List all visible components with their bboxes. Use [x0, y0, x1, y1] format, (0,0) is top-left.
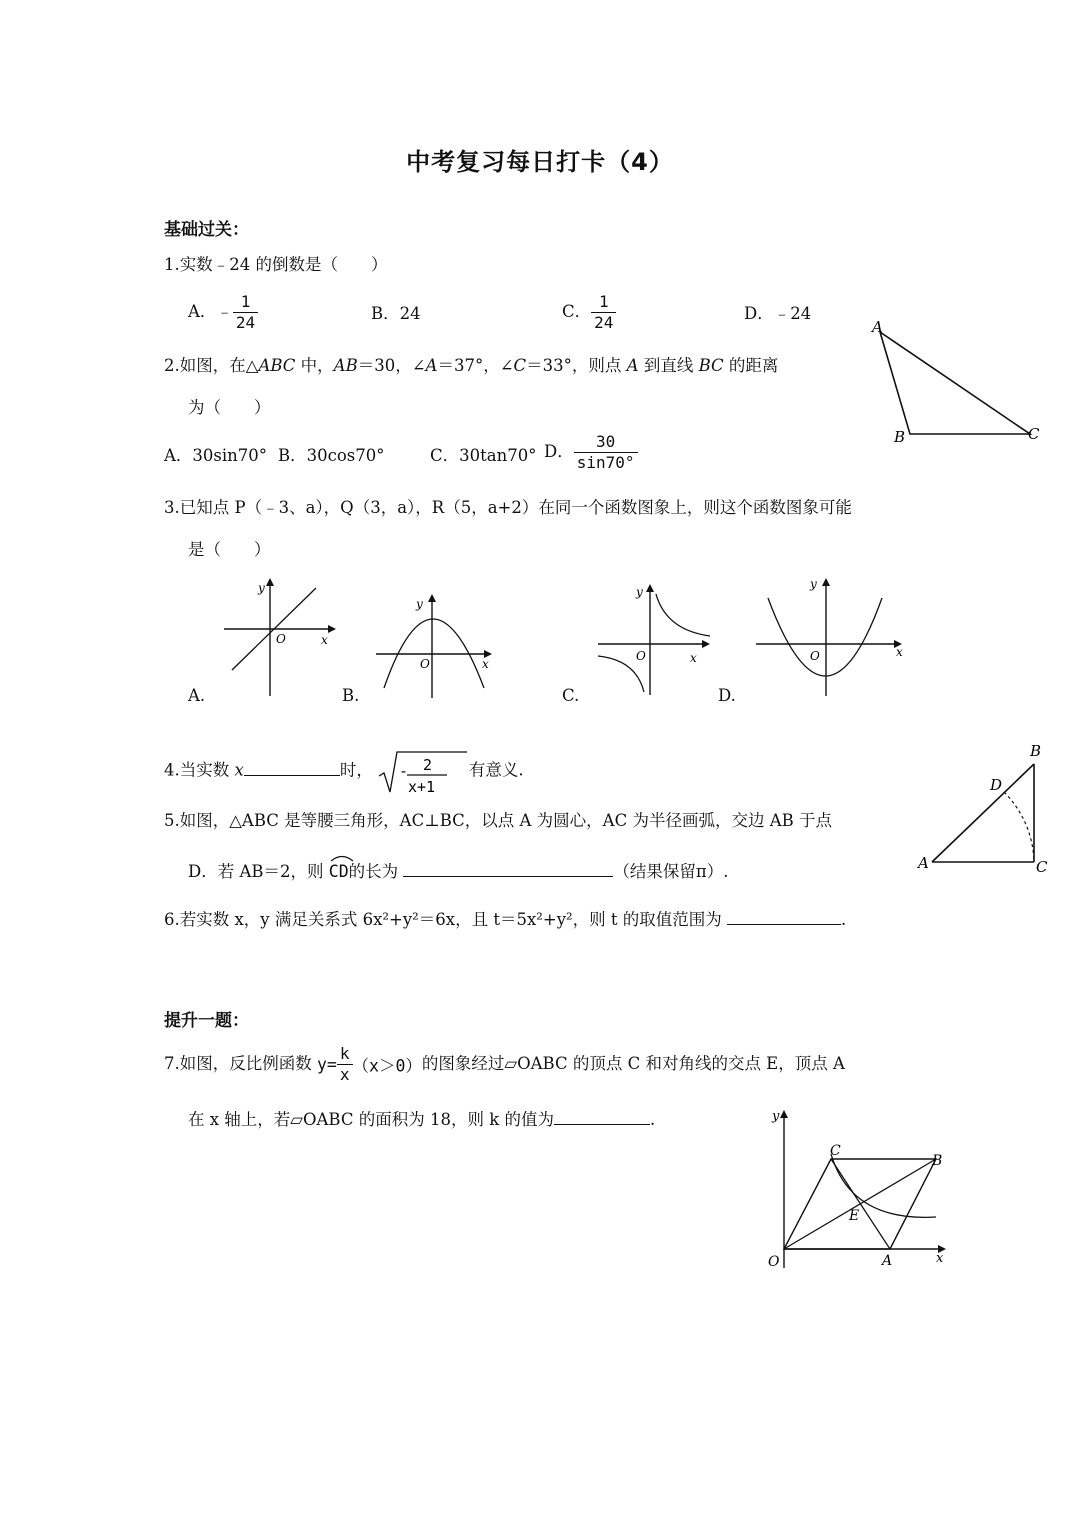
- q5-stem-line1: 5.如图，△ABC 是等腰三角形，AC⊥BC，以点 A 为圆心，AC 为半径画弧，交边 AB 于点: [164, 811, 832, 830]
- q2-stem: 2.如图，在△ABC 中，AB＝30，∠A＝37°，∠C＝33°，则点 A 到直线 BC 的距离: [164, 356, 779, 375]
- svg-text:y: y: [258, 581, 265, 595]
- q1-c-label: C．: [562, 302, 592, 321]
- q7-label-x: x: [936, 1251, 944, 1266]
- q6-answer-blank[interactable]: [727, 908, 841, 925]
- q7-fn-denominator: x: [339, 1065, 350, 1084]
- q7-answer-blank[interactable]: [554, 1108, 650, 1125]
- q7-label-o: O: [768, 1254, 780, 1270]
- q2-d-label: D．: [544, 442, 574, 461]
- q2-option-c: C．30tan70°: [430, 446, 537, 465]
- q5-arc: [1004, 792, 1034, 862]
- q3-graph-c: [594, 580, 719, 698]
- q4-numerator: 2: [422, 756, 432, 774]
- svg-text:y: y: [416, 597, 423, 611]
- q1-a-numerator: 1: [233, 292, 258, 313]
- q5-stem-line2: D．若 AB＝2，则 CD的长为 （结果保留π）.: [188, 858, 728, 882]
- q3-stem: 3.已知点 P（﹣3、a），Q（3，a），R（5，a+2）在同一个函数图象上，则这个函数图象可能: [164, 498, 852, 517]
- svg-text:O: O: [420, 657, 430, 671]
- q1-a-label: A．: [188, 302, 217, 321]
- q2-option-b: B．30cos70°: [278, 446, 385, 465]
- q1-c-denominator: 24: [594, 313, 614, 332]
- q7-stem-line2: 在 x 轴上，若▱OABC 的面积为 18，则 k 的值为 .: [188, 1110, 656, 1129]
- q4-answer-blank[interactable]: [244, 759, 340, 776]
- q2-option-a: A．30sin70°: [164, 446, 268, 465]
- q3-d-parabola: [768, 598, 882, 676]
- svg-text:O: O: [276, 632, 286, 646]
- svg-text:x: x: [482, 657, 489, 671]
- q2-option-d: [544, 432, 638, 473]
- q2-label-c: C: [1028, 425, 1040, 443]
- q2-d-denominator: sin70°: [576, 453, 635, 472]
- q4-sign: -: [398, 762, 408, 780]
- q1-c-numerator: 1: [591, 292, 616, 313]
- q4-denominator: x+1: [407, 778, 435, 796]
- q3-label-b: B.: [342, 686, 360, 705]
- q1-a-denominator: 24: [235, 313, 256, 332]
- q5-label-a: A: [918, 854, 929, 872]
- section-basic-heading: 基础过关：: [164, 220, 249, 240]
- q2-stem-line2: 为（ ）: [188, 398, 271, 417]
- q3-stem-line2: 是（ ）: [188, 540, 271, 559]
- q3-label-a: A.: [188, 686, 206, 705]
- q1-option-d: D．﹣24: [744, 304, 812, 323]
- q4-sqrt-expression: [377, 746, 469, 796]
- svg-text:x: x: [896, 645, 903, 659]
- q3-c-branch-1: [656, 594, 710, 636]
- svg-text:x: x: [690, 651, 697, 665]
- q1-option-c: [562, 292, 616, 333]
- q4-stem: 4.当实数 x 时， - 2 x+1 有意义.: [164, 746, 524, 796]
- q3-graph-b: [372, 590, 497, 700]
- q6-stem: 6.若实数 x，y 满足关系式 6x²+y²＝6x，且 t＝5x²+y²，则 t 的取值范围为 .: [164, 910, 847, 929]
- q3-label-c: C.: [562, 686, 580, 705]
- page-title: 中考复习每日打卡（4）: [406, 148, 674, 176]
- q1-stem: 1.实数﹣24 的倒数是（ ）: [164, 255, 388, 274]
- q5-answer-blank[interactable]: [403, 860, 613, 877]
- q2-label-a: A: [872, 318, 883, 336]
- q5-label-d: D: [990, 776, 1003, 794]
- svg-text:y: y: [636, 585, 643, 599]
- q7-stem: 7.如图，反比例函数 y= $\frac{k}{x}$ （x＞0）的图象经过▱OABC 的顶点 C 和对角线的交点 E，顶点 A: [164, 1044, 845, 1084]
- q7-hyperbola: [831, 1154, 936, 1217]
- q2-label-b: B: [894, 428, 906, 446]
- q7-label-e: E: [849, 1208, 860, 1224]
- q7-fn-condition: （x＞0）: [352, 1056, 422, 1076]
- q5-label-b: B: [1030, 742, 1042, 760]
- q5-label-c: C: [1036, 858, 1048, 876]
- q7-label-c: C: [830, 1143, 841, 1159]
- q7-label-b: B: [932, 1153, 943, 1169]
- q3-graph-a: [220, 574, 340, 699]
- q7-label-a: A: [882, 1253, 893, 1269]
- q3-graph-d: [752, 574, 912, 698]
- q7-parallelogram-figure: [756, 1102, 956, 1274]
- q5-triangle-figure: [912, 736, 1062, 876]
- svg-text:x: x: [321, 633, 328, 647]
- q2-d-numerator: 30: [574, 432, 638, 453]
- q3-label-d: D.: [718, 686, 736, 705]
- svg-text:O: O: [810, 649, 820, 663]
- svg-text:y: y: [810, 577, 817, 591]
- q2-triangle-figure: [862, 312, 1052, 452]
- section-advanced-heading: 提升一题：: [164, 1011, 249, 1031]
- q1-option-a: [188, 292, 258, 333]
- q7-label-y: y: [772, 1109, 780, 1124]
- q7-fn-numerator: k: [337, 1044, 353, 1065]
- q1-a-sign: ﹣: [216, 302, 233, 321]
- q2-triangle: [880, 332, 1030, 434]
- svg-text:O: O: [636, 649, 646, 663]
- q5-arc-cd: CD: [329, 862, 349, 881]
- q1-option-b: B．24: [371, 304, 421, 323]
